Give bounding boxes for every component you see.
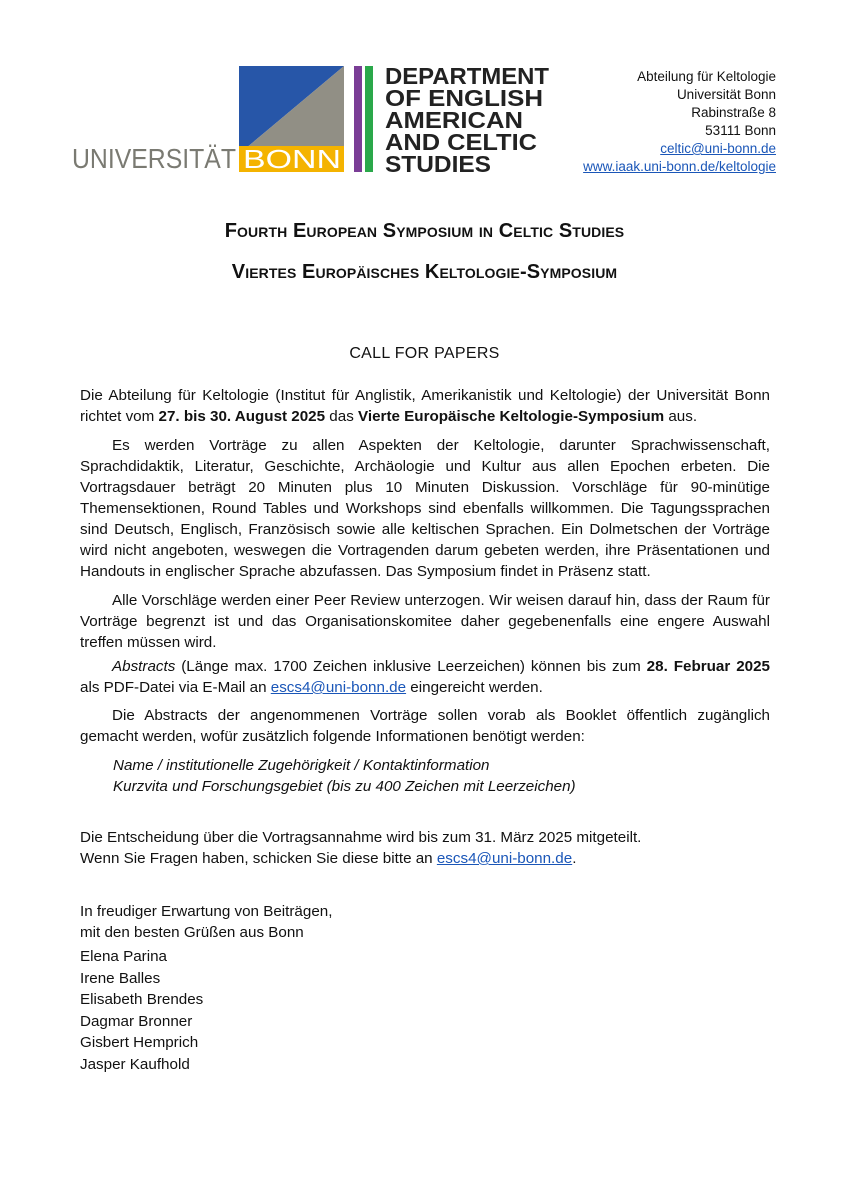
address-line: 53111 Bonn <box>705 123 776 138</box>
organizer-name: Elena Parina <box>80 948 167 965</box>
university-logo <box>72 64 552 174</box>
list-item: Name / institutionelle Zugehörigkeit / Kontaktinformation <box>113 757 490 774</box>
paragraph-intro: Die Abteilung für Keltologie (Institut für Anglistik, Amerikanistik und Keltologie) der Universität Bonn richtet vom 27. bis 30. August 2025 das Vierte Europäische Keltologie-Symposium aus. <box>80 387 770 425</box>
organizer-name: Dagmar Bronner <box>80 1012 193 1030</box>
title-german: Viertes Europäisches Keltologie-Symposium <box>231 261 618 283</box>
paragraph-booklet: Die Abstracts der angenommenen Vorträge sollen vorab als Booklet öffentlich zugänglich gemacht werden, wofür zusätzlich folgende Informationen benötigt werden: <box>80 707 770 745</box>
address-line: Rabinstraße 8 <box>691 105 776 120</box>
department-line-1: DEPARTMENT <box>385 64 549 89</box>
title-english: Fourth European Symposium in Celtic Studies <box>224 220 625 242</box>
organizer-name: Elisabeth Brendes <box>80 991 204 1008</box>
event-name: Vierte Europäische Keltologie-Symposium <box>358 408 665 425</box>
closing-info <box>80 827 641 869</box>
organizer-name: Irene Balles <box>80 969 161 987</box>
decision-notice: Die Entscheidung über die Vortragsannahme wird bis zum 31. März 2025 mitgeteilt. <box>80 829 642 846</box>
submission-email-link[interactable]: escs4@uni-bonn.de <box>270 679 407 696</box>
required-info-list <box>113 755 576 797</box>
organizer-name: Jasper Kaufhold <box>80 1055 190 1073</box>
organizer-name: Gisbert Hemprich <box>80 1034 199 1051</box>
logo-university-name: BONN <box>243 144 341 174</box>
department-line-2: OF ENGLISH <box>385 85 543 111</box>
organizer-names <box>80 946 203 1075</box>
department-line-3: AMERICAN <box>385 107 523 133</box>
address-line: Abteilung für Keltologie <box>637 69 776 84</box>
logo-stripe-purple <box>354 66 362 172</box>
paragraph-abstracts: Abstracts (Länge max. 1700 Zeichen inklusive Leerzeichen) können bis zum 28. Februar 2025 als PDF-Datei via E-Mail an escs4@uni-bonn.de eingereicht werden. <box>80 658 770 696</box>
contact-email-link[interactable]: celtic@uni-bonn.de <box>660 141 776 156</box>
questions-notice: Wenn Sie Fragen haben, schicken Sie diese bitte an escs4@uni-bonn.de. <box>80 850 577 867</box>
address-block <box>583 68 776 176</box>
event-dates: 27. bis 30. August 2025 <box>158 408 326 425</box>
address-line: Universität Bonn <box>676 87 776 102</box>
greeting: In freudiger Erwartung von Beiträgen, mit den besten Grüßen aus Bonn <box>80 903 333 941</box>
website-link[interactable]: www.iaak.uni-bonn.de/keltologie <box>583 159 776 174</box>
call-for-papers-heading: CALL FOR PAPERS <box>349 345 500 362</box>
logo-university-prefix: UNIVERSITÄT <box>72 143 236 174</box>
submission-deadline: 28. Februar 2025 <box>646 658 770 675</box>
questions-email-link[interactable]: escs4@uni-bonn.de <box>436 850 573 867</box>
paragraph-topics: Es werden Vorträge zu allen Aspekten der Keltologie, darunter Sprachwissenschaft, Sprachdidaktik, Literatur, Geschichte, Archäologie und Kultur aus allen Epochen erbeten. Die Vortragsdauer beträgt 20 Minuten plus 10 Minuten Diskussion. Vorschläge für 90-minütige Themensektionen, Round Tables und Workshops sind ebenfalls willkommen. Die Tagungssprachen sind Deutsch, Englisch, Französisch sowie alle keltischen Sprachen. Ein Dolmetschen der Vorträge wird nicht angeboten, weswegen die Vortragenden darum gebeten werden, ihre Präsentationen und Handouts in englischer Sprache abzufassen. Das Symposium findet in Präsenz statt. <box>80 437 770 580</box>
list-item: Kurzvita und Forschungsgebiet (bis zu 400 Zeichen mit Leerzeichen) <box>113 778 576 795</box>
paragraph-review: Alle Vorschläge werden einer Peer Review unterzogen. Wir weisen darauf hin, dass der Raum für Vorträge begrenzt ist und das Organisationskomitee daher gegebenenfalls eine engere Auswahl treffen müssen wird. <box>80 592 770 651</box>
department-line-4: AND CELTIC <box>385 129 537 155</box>
logo-stripe-green <box>365 66 373 172</box>
department-line-5: STUDIES <box>385 151 491 174</box>
